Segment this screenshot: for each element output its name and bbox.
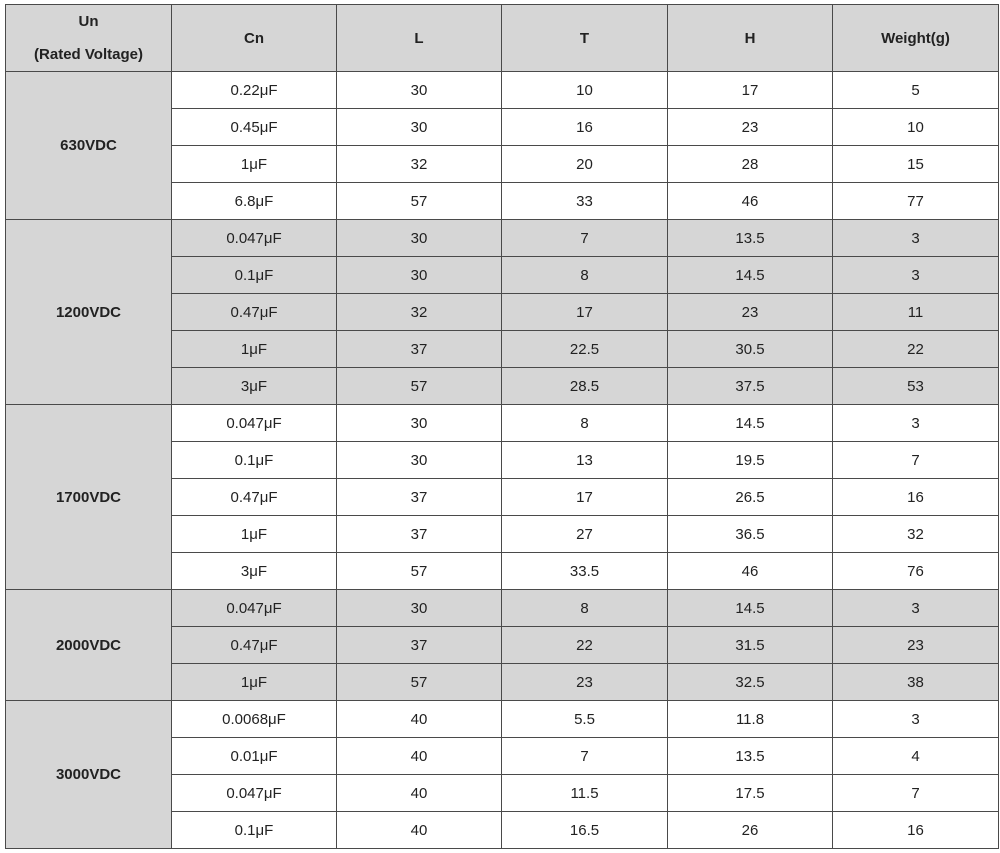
h-cell: 13.5 bbox=[668, 738, 833, 775]
h-cell: 26 bbox=[668, 812, 833, 849]
t-cell: 10 bbox=[502, 72, 668, 109]
t-cell: 8 bbox=[502, 405, 668, 442]
weight-cell: 77 bbox=[833, 183, 999, 220]
t-cell: 28.5 bbox=[502, 368, 668, 405]
header-rated-voltage-label: (Rated Voltage) bbox=[34, 46, 143, 63]
l-cell: 30 bbox=[337, 109, 502, 146]
table-row bbox=[6, 701, 999, 738]
t-cell: 7 bbox=[502, 738, 668, 775]
cn-cell: 0.45μF bbox=[172, 109, 337, 146]
header-un-label: Un bbox=[78, 13, 99, 30]
capacitor-spec-table bbox=[5, 4, 999, 849]
l-cell: 57 bbox=[337, 368, 502, 405]
l-cell: 30 bbox=[337, 590, 502, 627]
weight-cell: 7 bbox=[833, 775, 999, 812]
header-t: T bbox=[502, 5, 668, 72]
l-cell: 30 bbox=[337, 257, 502, 294]
weight-cell: 3 bbox=[833, 405, 999, 442]
cn-cell: 1μF bbox=[172, 331, 337, 368]
weight-cell: 3 bbox=[833, 257, 999, 294]
l-cell: 40 bbox=[337, 701, 502, 738]
cn-cell: 6.8μF bbox=[172, 183, 337, 220]
weight-cell: 16 bbox=[833, 812, 999, 849]
table-body bbox=[6, 72, 999, 849]
weight-cell: 7 bbox=[833, 442, 999, 479]
h-cell: 23 bbox=[668, 294, 833, 331]
h-cell: 37.5 bbox=[668, 368, 833, 405]
l-cell: 30 bbox=[337, 405, 502, 442]
l-cell: 37 bbox=[337, 331, 502, 368]
weight-cell: 3 bbox=[833, 220, 999, 257]
l-cell: 40 bbox=[337, 812, 502, 849]
weight-cell: 76 bbox=[833, 553, 999, 590]
cn-cell: 0.22μF bbox=[172, 72, 337, 109]
h-cell: 28 bbox=[668, 146, 833, 183]
rated-voltage-cell: 2000VDC bbox=[6, 590, 172, 701]
weight-cell: 23 bbox=[833, 627, 999, 664]
l-cell: 37 bbox=[337, 627, 502, 664]
weight-cell: 53 bbox=[833, 368, 999, 405]
cn-cell: 0.047μF bbox=[172, 220, 337, 257]
header-row bbox=[6, 5, 999, 72]
h-cell: 26.5 bbox=[668, 479, 833, 516]
weight-cell: 5 bbox=[833, 72, 999, 109]
header-h: H bbox=[668, 5, 833, 72]
weight-cell: 32 bbox=[833, 516, 999, 553]
t-cell: 13 bbox=[502, 442, 668, 479]
h-cell: 14.5 bbox=[668, 257, 833, 294]
h-cell: 14.5 bbox=[668, 405, 833, 442]
table-row bbox=[6, 220, 999, 257]
header-weight: Weight(g) bbox=[833, 5, 999, 72]
table-row bbox=[6, 405, 999, 442]
weight-cell: 16 bbox=[833, 479, 999, 516]
h-cell: 30.5 bbox=[668, 331, 833, 368]
h-cell: 36.5 bbox=[668, 516, 833, 553]
cn-cell: 0.47μF bbox=[172, 294, 337, 331]
t-cell: 16 bbox=[502, 109, 668, 146]
weight-cell: 38 bbox=[833, 664, 999, 701]
l-cell: 57 bbox=[337, 553, 502, 590]
h-cell: 46 bbox=[668, 183, 833, 220]
weight-cell: 11 bbox=[833, 294, 999, 331]
t-cell: 16.5 bbox=[502, 812, 668, 849]
cn-cell: 0.01μF bbox=[172, 738, 337, 775]
l-cell: 37 bbox=[337, 516, 502, 553]
t-cell: 11.5 bbox=[502, 775, 668, 812]
h-cell: 23 bbox=[668, 109, 833, 146]
t-cell: 33.5 bbox=[502, 553, 668, 590]
l-cell: 32 bbox=[337, 294, 502, 331]
weight-cell: 3 bbox=[833, 701, 999, 738]
h-cell: 14.5 bbox=[668, 590, 833, 627]
weight-cell: 10 bbox=[833, 109, 999, 146]
rated-voltage-cell: 1700VDC bbox=[6, 405, 172, 590]
cn-cell: 3μF bbox=[172, 368, 337, 405]
t-cell: 33 bbox=[502, 183, 668, 220]
l-cell: 37 bbox=[337, 479, 502, 516]
l-cell: 30 bbox=[337, 442, 502, 479]
t-cell: 22 bbox=[502, 627, 668, 664]
cn-cell: 1μF bbox=[172, 146, 337, 183]
cn-cell: 0.47μF bbox=[172, 479, 337, 516]
table-row bbox=[6, 72, 999, 109]
h-cell: 13.5 bbox=[668, 220, 833, 257]
capacitor-spec-table-container bbox=[5, 4, 999, 849]
t-cell: 7 bbox=[502, 220, 668, 257]
l-cell: 32 bbox=[337, 146, 502, 183]
rated-voltage-cell: 1200VDC bbox=[6, 220, 172, 405]
rated-voltage-cell: 630VDC bbox=[6, 72, 172, 220]
l-cell: 57 bbox=[337, 664, 502, 701]
header-rated-voltage bbox=[6, 5, 172, 72]
t-cell: 17 bbox=[502, 294, 668, 331]
cn-cell: 0.1μF bbox=[172, 442, 337, 479]
t-cell: 17 bbox=[502, 479, 668, 516]
weight-cell: 4 bbox=[833, 738, 999, 775]
l-cell: 30 bbox=[337, 72, 502, 109]
l-cell: 30 bbox=[337, 220, 502, 257]
cn-cell: 3μF bbox=[172, 553, 337, 590]
cn-cell: 0.1μF bbox=[172, 812, 337, 849]
t-cell: 5.5 bbox=[502, 701, 668, 738]
cn-cell: 0.1μF bbox=[172, 257, 337, 294]
h-cell: 32.5 bbox=[668, 664, 833, 701]
h-cell: 46 bbox=[668, 553, 833, 590]
l-cell: 40 bbox=[337, 738, 502, 775]
l-cell: 57 bbox=[337, 183, 502, 220]
cn-cell: 0.047μF bbox=[172, 775, 337, 812]
cn-cell: 1μF bbox=[172, 664, 337, 701]
weight-cell: 22 bbox=[833, 331, 999, 368]
cn-cell: 0.047μF bbox=[172, 405, 337, 442]
table-row bbox=[6, 590, 999, 627]
t-cell: 20 bbox=[502, 146, 668, 183]
t-cell: 8 bbox=[502, 257, 668, 294]
h-cell: 17.5 bbox=[668, 775, 833, 812]
h-cell: 11.8 bbox=[668, 701, 833, 738]
header-l: L bbox=[337, 5, 502, 72]
weight-cell: 3 bbox=[833, 590, 999, 627]
h-cell: 17 bbox=[668, 72, 833, 109]
rated-voltage-cell: 3000VDC bbox=[6, 701, 172, 849]
cn-cell: 0.47μF bbox=[172, 627, 337, 664]
t-cell: 23 bbox=[502, 664, 668, 701]
cn-cell: 0.047μF bbox=[172, 590, 337, 627]
t-cell: 8 bbox=[502, 590, 668, 627]
l-cell: 40 bbox=[337, 775, 502, 812]
t-cell: 22.5 bbox=[502, 331, 668, 368]
h-cell: 31.5 bbox=[668, 627, 833, 664]
cn-cell: 0.0068μF bbox=[172, 701, 337, 738]
h-cell: 19.5 bbox=[668, 442, 833, 479]
weight-cell: 15 bbox=[833, 146, 999, 183]
cn-cell: 1μF bbox=[172, 516, 337, 553]
table-header bbox=[6, 5, 999, 72]
header-cn: Cn bbox=[172, 5, 337, 72]
t-cell: 27 bbox=[502, 516, 668, 553]
